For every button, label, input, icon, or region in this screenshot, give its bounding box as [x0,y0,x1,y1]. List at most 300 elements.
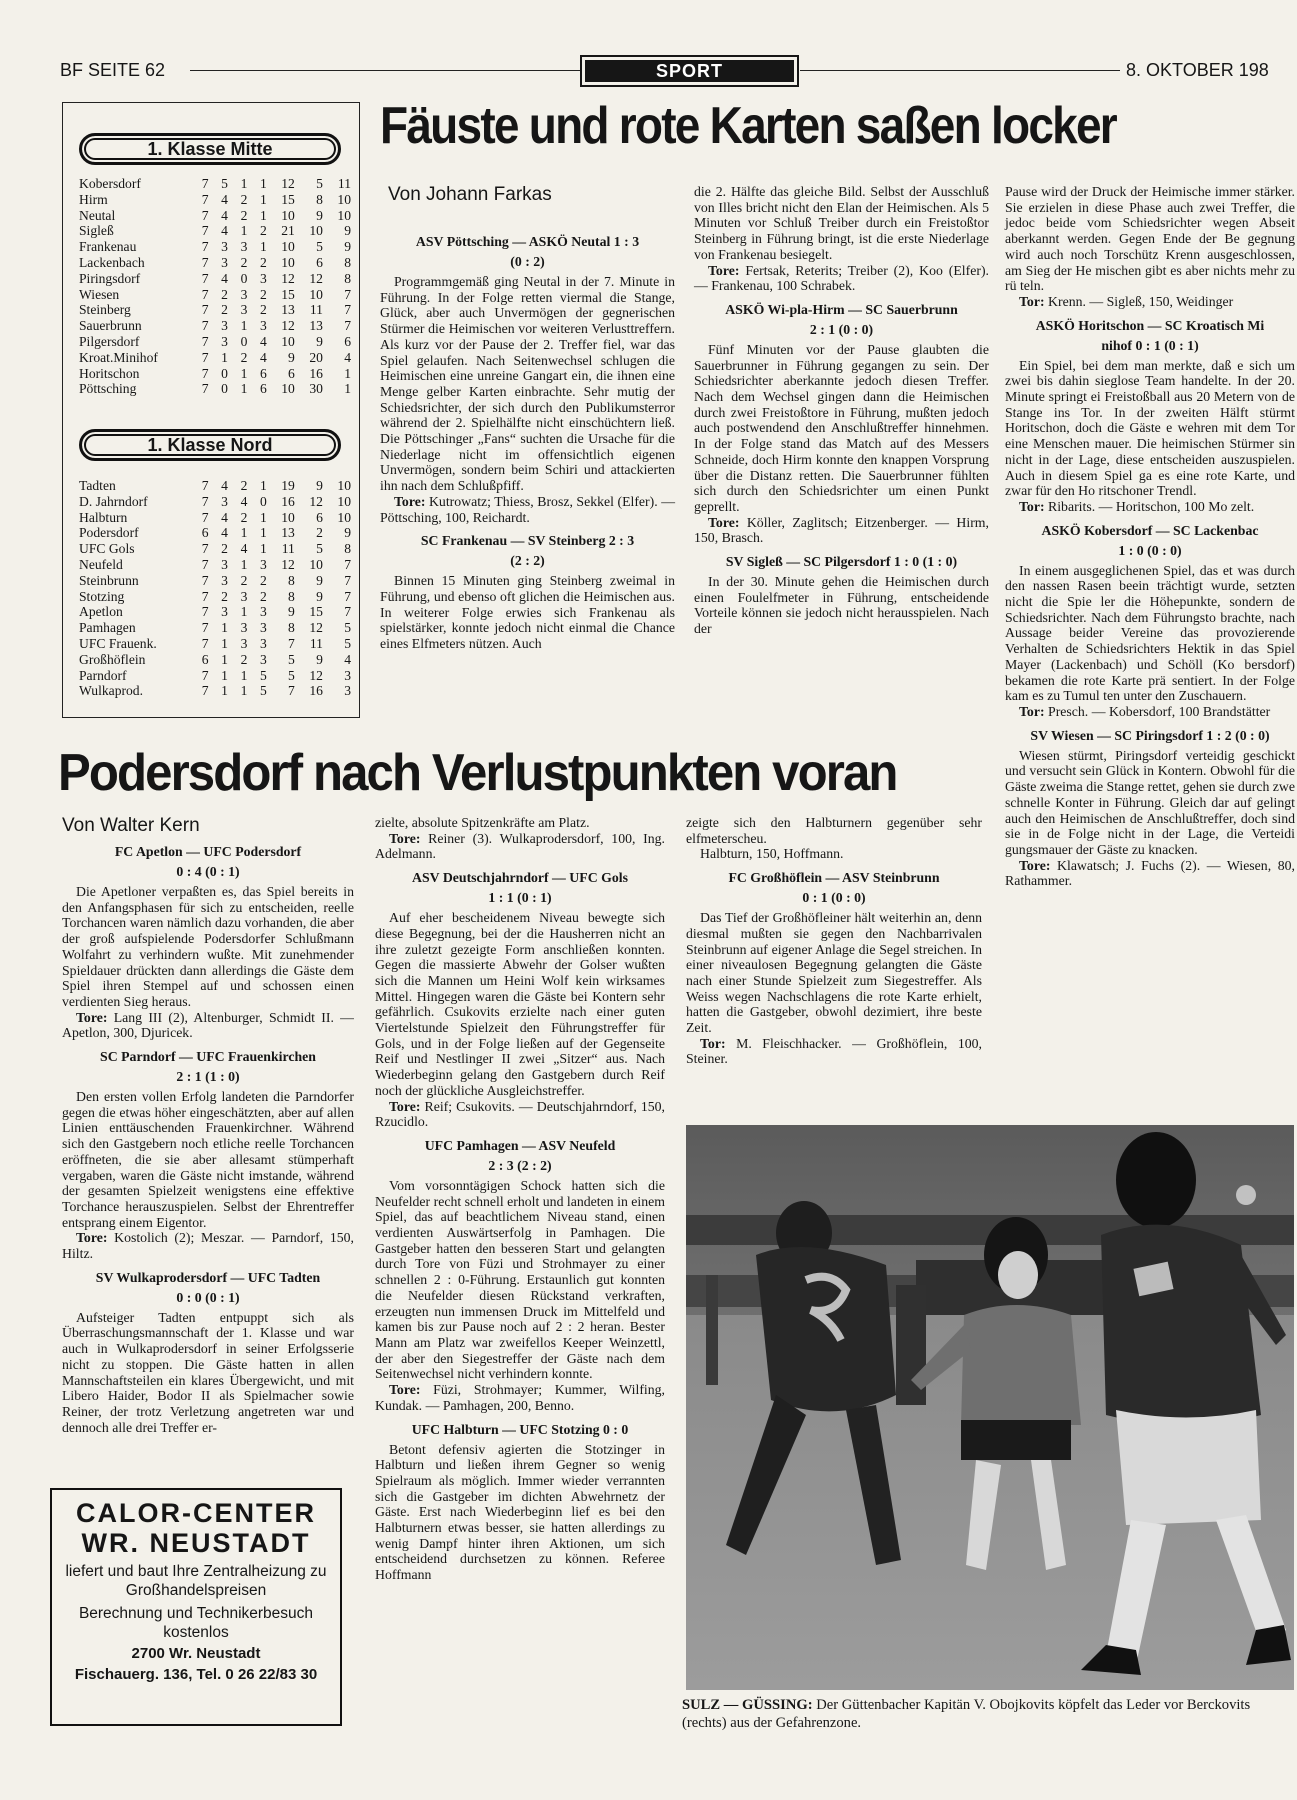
stat-cell: 7 [201,365,209,381]
paragraph: Den ersten vollen Erfolg landeten die Parndorfer gegen die etwas höher eingeschätzten, aber auf allen Linien enttäuschenden Frauenkirchner. Während sich den Gastgebern noch etliche reelle Torchancen eröffneten, die sie aber allesamt stümperhaft vergaben, waren die Gäste nicht imstande, während der gesamten Spielzeit wenigstens eine effektive Torchance herauszuspielen. Selbst der Ehrentreffer entsprang einem Eigentor. [62,1089,354,1230]
table-row [79,255,351,271]
team-name: Pamhagen [79,620,136,636]
stat-cell: 13 [281,525,295,541]
stat-cell: 2 [221,541,228,557]
ad-address: 2700 Wr. Neustadt [131,1645,261,1662]
byline-farkas: Von Johann Farkas [388,184,552,205]
stat-cell: 10 [337,191,351,207]
table-row [79,478,351,494]
stat-cell: 3 [259,604,267,620]
table-row [79,287,351,303]
stat-cell: 4 [221,223,228,239]
game-score: (2 : 2) [510,553,545,569]
standings-table-nord [79,478,351,699]
standings-title-nord: 1. Klasse Nord [79,429,341,461]
stat-cell: 3 [259,556,267,572]
stat-cell: 1 [240,176,248,191]
stat-cell: 3 [221,333,228,349]
stat-cell: 5 [288,667,295,683]
table-row [79,381,351,397]
stat-cell: 1 [240,223,248,239]
stat-cell: 9 [288,349,295,365]
stat-cell: 4 [221,270,228,286]
scorers-label: Tore: [708,262,746,278]
stat-cell: 2 [240,478,248,493]
team-name: Piringsdorf [79,270,141,286]
stat-cell: 5 [221,176,228,191]
standings-table-mitte [79,176,351,397]
stat-cell: 11 [337,176,351,191]
game-heading: UFC Halbturn — UFC Stotzing 0 : 0 [411,1421,629,1437]
stat-cell: 6 [316,254,323,270]
stat-cell: 6 [288,365,295,381]
scorers-line: Tor: Presch. — Kobersdorf, 100 Brandstätter [1019,703,1271,719]
standings-title-mitte: 1. Klasse Mitte [79,133,341,165]
paragraph: Pause wird der Druck der Heimische immer stärker. Sie erzielen in diese Phase auch zwei Treffer, die jedoc beide vom Schiedsrichter wegen Abseit aberkannt werden. Gegen Ende der Be gegnung wird auch noch Torschütz Krenn ausgeschlossen, am Sieg der He mischen gibt es aber nichts mehr zu rü teln. [1005,184,1295,294]
game-score: 1 : 1 (0 : 1) [488,890,552,906]
stat-cell: 9 [344,239,351,255]
stat-cell: 11 [281,541,295,557]
team-name: Podersdorf [79,525,139,541]
stat-cell: 13 [281,302,295,318]
team-name: UFC Frauenk. [79,635,157,651]
stat-cell: 9 [288,604,295,620]
game-heading: FC Apetlon — UFC Podersdorf [114,844,302,859]
ad-title: CALOR-CENTER [76,1498,316,1528]
stat-cell: 2 [221,302,228,318]
scorers-label: Tore: [394,493,429,509]
stat-cell: 3 [344,667,351,683]
stat-cell: 15 [281,191,295,207]
match-photo [686,1125,1294,1690]
stat-cell: 10 [309,556,323,572]
scorers-line: Tore: Lang III (2), Altenburger, Schmidt II. — Apetlon, 300, Djuricek. [62,1009,354,1041]
stat-cell: 7 [201,493,209,509]
stat-cell: 10 [281,239,295,255]
stat-cell: 3 [221,556,228,572]
paragraph: Auf eher bescheidenem Niveau bewegte sich diese Begegnung, bei der die Hausherren nicht an ihre zuletzt gezeigte Form anschließen konnten. Gegen die massierte Abwehr der Golser wußten sich die Mannen um Heini Wolf kein wirksames Mittel. Hingegen waren die Gäste bei Kontern sehr gefährlich. Csukovits erzielte nach einer guten Viertelstunde Spielzeit den Führungstreffer für Gols, und in der Folge ließen auf der Gegenseite Reif und Nestlinger II zwei „Sitzer“ aus. Nach Wiederbeginn gelang den Gastgebern durch Reif noch der glückliche Ausgleichstreffer. [375,910,665,1098]
table-row [79,208,351,224]
game-heading: ASKÖ Wi-pla-Hirm — SC Sauerbrunn [725,301,958,317]
game-heading: UFC Pamhagen — ASV Neufeld [424,1137,616,1153]
scorers-line: Tor: M. Fleischhacker. — Großhöflein, 100, Steiner. [686,1035,982,1067]
team-name: Kroat.Minihof [79,349,158,365]
ad-text-1: liefert und baut Ihre Zentralheizung zu Großhandelspreisen [65,1563,327,1599]
stat-cell: 9 [316,207,323,223]
scorers-label: Tore: [708,514,747,530]
caption-lead: SULZ — GÜSSING: [682,1697,813,1713]
paragraph: zeigte sich den Halbturnern gegenüber sehr elfmeterscheu. [686,815,982,846]
stat-cell: 16 [281,493,295,509]
stat-cell: 7 [344,604,351,620]
stat-cell: 1 [240,365,248,381]
team-name: Sauerbrunn [79,318,142,334]
stat-cell: 7 [201,286,209,302]
table-row [79,510,351,526]
stat-cell: 2 [240,509,248,525]
stat-cell: 7 [201,667,209,683]
stat-cell: 8 [288,572,295,588]
ad-text-2: Berechnung und Technikerbesuch kostenlos [78,1605,314,1641]
stat-cell: 9 [316,651,323,667]
stat-cell: 10 [337,207,351,223]
stat-cell: 9 [316,333,323,349]
stat-cell: 6 [201,525,209,541]
game-score: 0 : 1 (0 : 0) [802,890,866,906]
table-row [79,683,351,699]
table-row [79,525,351,541]
stat-cell: 1 [259,191,267,207]
stat-cell: 3 [240,588,248,604]
team-name: Lackenbach [79,254,145,270]
team-name: Tadten [79,478,116,493]
stat-cell: 10 [337,478,351,493]
stat-cell: 2 [259,286,267,302]
scorers-line: Tore: Klawatsch; J. Fuchs (2). — Wiesen, 80, Rathammer. [1005,857,1295,889]
stat-cell: 15 [281,286,295,302]
table-row [79,620,351,636]
stat-cell: 1 [259,176,267,191]
team-name: Wulkaprod. [79,683,144,699]
game-score: 2 : 3 (2 : 2) [488,1157,552,1173]
stat-cell: 3 [240,635,248,651]
stat-cell: 1 [259,509,267,525]
article1-column-3 [1005,184,1295,889]
stat-cell: 4 [344,349,351,365]
scorers-line: Tore: Kutrowatz; Thiess, Brosz, Sekkel (Elfer). — Pöttsching, 100, Reichardt. [380,493,675,525]
photo-caption [682,1696,1294,1732]
scorers-label: Tor: [700,1035,737,1051]
stat-cell: 1 [240,318,248,334]
stat-cell: 7 [201,333,209,349]
stat-cell: 6 [259,365,267,381]
stat-cell: 2 [240,254,248,270]
stat-cell: 12 [281,318,295,334]
game-heading: SC Parndorf — UFC Frauenkirchen [100,1049,316,1065]
table-row [79,223,351,239]
header-rule-left [190,70,580,71]
stat-cell: 1 [259,239,267,255]
table-row [79,541,351,557]
stat-cell: 10 [281,381,295,397]
stat-cell: 2 [221,286,228,302]
stat-cell: 10 [281,509,295,525]
game-heading: ASKÖ Kobersdorf — SC Lackenbac [1041,522,1259,538]
team-name: Wiesen [79,286,120,302]
team-name: Neutal [79,207,116,223]
stat-cell: 2 [316,525,323,541]
table-row [79,239,351,255]
table-row [79,604,351,620]
stat-cell: 10 [337,493,351,509]
stat-cell: 7 [201,683,209,699]
table-row [79,318,351,334]
calor-center-ad [50,1488,342,1726]
paragraph: Die Apetloner verpaßten es, das Spiel bereits in den Anfangsphasen für sich zu entscheiden, reelle Torchancen waren nämlich dazu vorhanden, die aber der groß aufspielende Podersdorfer Schlußmann Wolfahrt zu verhindern wußte. Mit zunehmender Spieldauer drückten dann allerdings die Gäste dem Spiel ihren Stempel auf und schossen einen verdienten Sieg heraus. [62,884,354,1009]
table-row [79,350,351,366]
stat-cell: 7 [201,318,209,334]
team-name: Frankenau [79,239,137,255]
stat-cell: 9 [316,572,323,588]
game-score: nihof 0 : 1 (0 : 1) [1101,337,1199,353]
stat-cell: 16 [309,683,323,699]
stat-cell: 12 [309,270,323,286]
table-row [79,589,351,605]
stat-cell: 7 [201,556,209,572]
stat-cell: 12 [281,556,295,572]
stat-cell: 6 [201,651,209,667]
stat-cell: 7 [201,270,209,286]
stat-cell: 7 [201,604,209,620]
stat-cell: 2 [240,572,248,588]
stat-cell: 8 [344,254,351,270]
ad-subtitle: WR. NEUSTADT [81,1528,311,1558]
byline-kern: Von Walter Kern [62,815,200,836]
stat-cell: 12 [309,620,323,636]
table-row [79,668,351,684]
stat-cell: 2 [259,254,267,270]
stat-cell: 3 [221,318,228,334]
team-name: Stotzing [79,588,125,604]
stat-cell: 1 [221,349,228,365]
scorers-line: Tore: Köller, Zaglitsch; Eitzenberger. — Hirm, 150, Brasch. [694,514,989,546]
stat-cell: 0 [259,493,267,509]
table-row [79,192,351,208]
stat-cell: 7 [201,191,209,207]
stat-cell: 0 [221,381,228,397]
stat-cell: 8 [288,620,295,636]
stat-cell: 0 [221,365,228,381]
team-name: Kobersdorf [79,176,141,191]
stat-cell: 7 [201,572,209,588]
stat-cell: 1 [344,381,351,397]
stat-cell: 8 [344,541,351,557]
table-row [79,652,351,668]
stat-cell: 7 [201,620,209,636]
game-score: 1 : 0 (0 : 0) [1118,542,1182,558]
stat-cell: 6 [344,333,351,349]
game-heading: SV Wulkaprodersdorf — UFC Tadten [95,1269,321,1285]
scorers-label: Tor: [1019,293,1049,309]
stat-cell: 7 [201,588,209,604]
stat-cell: 7 [201,223,209,239]
stat-cell: 10 [309,223,323,239]
article2-column-2 [375,815,665,1583]
table-row [79,557,351,573]
scorers-label: Tore: [389,830,429,846]
scorers-label: Tore: [76,1009,114,1025]
header-rule-right [800,70,1120,71]
stat-cell: 1 [259,541,267,557]
stat-cell: 15 [309,604,323,620]
team-name: Großhöflein [79,651,146,667]
table-row [79,302,351,318]
stat-cell: 3 [259,620,267,636]
table-row [79,176,351,192]
stat-cell: 7 [201,478,209,493]
stat-cell: 7 [288,635,295,651]
article2-column-3 [686,815,982,1067]
stat-cell: 20 [309,349,323,365]
scorers-label: Tor: [1019,703,1049,719]
stat-cell: 7 [201,349,209,365]
stat-cell: 1 [240,683,248,699]
stat-cell: 4 [221,509,228,525]
paragraph: Ein Spiel, bei dem man merkte, daß e sich um zwei bis dahin sieglose Team handelte. In der 20. Minute springt ei Freistoßball aus 20 Metern von de Stange ins Tor. In der zweiten Hälft stürmt Horitschon, doch die Gäste e wehren mit dem Tor eine Menschen mauer. Die heimischen Stürmer sin nicht in der Lage, diese entscheiden auszuspielen. Auch in diesem Spiel ga es eine rote Karte, und zwar für den Ho ritschoner Trendl. [1005,357,1295,499]
stat-cell: 2 [259,223,267,239]
stat-cell: 5 [316,239,323,255]
table-row [79,334,351,350]
table-row [79,573,351,589]
stat-cell: 1 [259,207,267,223]
stat-cell: 8 [344,270,351,286]
table-row [79,494,351,510]
stat-cell: 3 [344,683,351,699]
stat-cell: 2 [240,207,248,223]
paragraph: Das Tief der Großhöfleiner hält weiterhin an, denn diesmal mußten sie gegen den Nachbarrivalen Steinbrunn auf eigener Anlage die Segel streichen. In einer niveaulosen Begegnung gelangten die Gäste nach einer Stunde Spielzeit zum Siegestreffer. Als Weiss wegen Nachschlagens die rote Karte erhielt, hatten die Gastgeber, obwohl dezimiert, ihre beste Zeit. [686,910,982,1036]
stat-cell: 3 [221,572,228,588]
scorers-label: Tore: [1019,857,1058,873]
stat-cell: 4 [221,525,228,541]
stat-cell: 3 [221,254,228,270]
stat-cell: 2 [259,302,267,318]
stat-cell: 7 [201,541,209,557]
scorers-line: Tor: Ribarits. — Horitschon, 100 Mo zelt. [1019,498,1255,514]
scorers-label: Tore: [389,1382,434,1398]
team-name: Parndorf [79,667,127,683]
team-name: Hirm [79,191,108,207]
stat-cell: 2 [240,651,248,667]
team-name: Horitschon [79,365,140,381]
table-row [79,271,351,287]
paragraph: In einem ausgeglichenen Spiel, das et was durch den nassen Rasen beein trächtigt wurde, setzten nicht die Spie ler die Höhepunkte, sondern de Schiedsrichter. Nach dem Führungsto brachte, nach Aussage beider Vereine das provozierende Verhalten de Schiedsrichters Hektik in das Spiel Mayer (Lackenbach) und Schöll (Ko bersdorf) bekamen die rote Karte prä sentiert. In der Folge kam es zu Tumul ten unter den Zuschauern. [1005,562,1295,704]
stat-cell: 7 [201,509,209,525]
stat-cell: 5 [259,667,267,683]
stat-cell: 12 [309,667,323,683]
stat-cell: 10 [281,207,295,223]
paragraph: Fünf Minuten vor der Pause glaubten die Sauerbrunner in Führung gegangen zu sein. Der Schiedsrichter aberkannte jedoch diesen Treffer. Nach dem Wechsel gingen dann die Heimischen durch zwei Freistoßtore in Führung, mußten jedoch auch postwendend den Anschlußtreffer hinnehmen. In der Folge stand das Match auf des Messers Schneide, doch Hirm konnte den knappen Vorsprung über die Distanz retten. Die Sauerbrunner fühlten sich durch den Schiedsrichter um einen Punkt geprellt. [694,341,989,514]
scorers-line: Tore: Kostolich (2); Meszar. — Parndorf, 150, Hiltz. [62,1230,354,1262]
article1-column-2 [694,184,989,637]
scorers-line: Tore: Reiner (3). Wulkaprodersdorf, 100, Ing. Adelmann. [375,830,665,862]
team-name: D. Jahrndorf [79,493,148,509]
stat-cell: 4 [221,478,228,493]
scorers-line: Tore: Reif; Csukovits. — Deutschjahrndorf, 150, Rzucidlo. [375,1098,665,1130]
stat-cell: 4 [344,651,351,667]
stat-cell: 3 [259,651,267,667]
stat-cell: 3 [221,604,228,620]
headline-faeuste: Fäuste und rote Karten saßen locker [380,97,1116,155]
stat-cell: 3 [240,286,248,302]
standings-box [62,102,360,718]
stat-cell: 7 [344,302,351,318]
stat-cell: 1 [221,683,228,699]
stat-cell: 3 [221,239,228,255]
stat-cell: 1 [240,556,248,572]
paragraph: In der 30. Minute gehen die Heimischen durch einen Foulelfmeter in Führung, entscheidende Vorteile können sie jedoch nicht herausspielen. Nach der [694,574,989,637]
stat-cell: 4 [221,191,228,207]
stat-cell: 0 [240,333,248,349]
article1-column-1 [380,234,675,652]
stat-cell: 3 [240,620,248,636]
stat-cell: 5 [259,683,267,699]
stat-cell: 5 [344,635,351,651]
table-row [79,636,351,652]
stat-cell: 1 [240,525,248,541]
stat-cell: 9 [316,588,323,604]
stat-cell: 1 [221,651,228,667]
paragraph: Programmgemäß ging Neutal in der 7. Minute in Führung. In der Folge retten viermal die Stange, Glück, aber auch Unvermögen der gegnerischen Stürmer die Heimischen vor weiteren Verlusttreffern. Als kurz vor der Pause der 2. Treffer fiel, war das Spiel gelaufen. Nach Seitenwechsel schlugen die Heimischen eine unreine Gangart ein, die ihnen eine Menge gelber Karten einbrachte. Sehr mutig der Schiedsrichter, der sich durch den Publikumsterror während der 2. Spielhälfte nicht einschüchtern ließ. Die Pöttschinger „Fans“ suchten die Ursache für die Niederlage nicht im offensichtlich eigenen Unvermögen, sondern beim Schiri und attackierten ihn nach dem Schlußpfiff. [380,274,675,494]
stat-cell: 10 [309,286,323,302]
stat-cell: 9 [344,223,351,239]
headline-podersdorf: Podersdorf nach Verlustpunkten voran [58,744,897,802]
stat-cell: 10 [281,254,295,270]
scorers-line: Tore: Füzi, Strohmayer; Kummer, Wilfing, Kundak. — Pamhagen, 200, Benno. [375,1382,665,1413]
stat-cell: 3 [240,239,248,255]
stat-cell: 2 [259,572,267,588]
stat-cell: 12 [281,176,295,191]
stat-cell: 7 [201,207,209,223]
paragraph: die 2. Hälfte das gleiche Bild. Selbst der Ausschluß von Illes bricht nicht den Elan der Heimischen. Als 5 Minuten vor Schluß Treiber durch ein Freistoßtor Steinberg in Führung bringt, ist die erste Niederlage von Frankenau besiegelt. [694,184,989,262]
stat-cell: 5 [344,620,351,636]
ad-phone: Fischauerg. 136, Tel. 0 26 22/83 30 [74,1666,318,1683]
stat-cell: 7 [201,635,209,651]
stat-cell: 4 [221,207,228,223]
stat-cell: 1 [259,478,267,493]
paragraph: zielte, absolute Spitzenkräfte am Platz. [375,815,590,830]
table-row [79,366,351,382]
game-score: 2 : 1 (0 : 0) [809,321,874,337]
stat-cell: 5 [288,651,295,667]
stat-cell: 16 [309,365,323,381]
paragraph: Wiesen stürmt, Piringsdorf verteidig geschickt und versucht sein Glück in Kontern. Obwohl für die Gäste zweima die Stange rettet, gehen sie durch zwe schnelle Konter in Führung. Gleich dar auf gelingt auch den Heimischen de Anschlußtreffer, doch sind sie in de Folge nicht in der Lage, die Verteidi gungsmauer der Gäste zu knacken. [1005,747,1295,857]
game-heading: SC Frankenau — SV Steinberg 2 : 3 [420,533,635,549]
article2-column-1 [62,844,354,1435]
team-name: Halbturn [79,509,128,525]
stat-cell: 0 [240,270,248,286]
stat-cell: 7 [201,302,209,318]
stat-cell: 10 [281,333,295,349]
team-name: Steinbrunn [79,572,139,588]
stat-cell: 1 [221,620,228,636]
football-players-image [686,1125,1294,1690]
stat-cell: 7 [201,176,209,191]
team-name: UFC Gols [79,541,135,557]
scorers-label: Tore: [76,1230,115,1246]
stat-cell: 3 [240,302,248,318]
team-name: Sigleß [79,223,114,239]
stat-cell: 13 [309,318,323,334]
game-heading: SV Wiesen — SC Piringsdorf 1 : 2 (0 : 0) [1030,727,1270,743]
stat-cell: 1 [221,667,228,683]
stat-cell: 2 [240,349,248,365]
stat-cell: 7 [201,254,209,270]
stat-cell: 1 [344,365,351,381]
stat-cell: 4 [259,333,267,349]
game-heading: SV Sigleß — SC Pilgersdorf 1 : 0 (1 : 0) [725,554,958,570]
game-heading: ASV Pöttsching — ASKÖ Neutal 1 : 3 [415,234,640,249]
stat-cell: 3 [221,493,228,509]
stat-cell: 6 [316,509,323,525]
paragraph: Binnen 15 Minuten ging Steinberg zweimal in Führung, und ebenso oft glichen die Heimischen aus. In weiterer Folge erwies sich Frankenau als spielstärker, konnte jedoch nicht einmal die Chance eines Elfmeters nützen. Auch [380,573,675,652]
stat-cell: 9 [316,478,323,493]
paragraph: Halbturn, 150, Hoffmann. [700,846,844,862]
team-name: Apetlon [79,604,123,620]
stat-cell: 1 [240,381,248,397]
scorers-line: Tore: Fertsak, Reterits; Treiber (2), Koo (Elfer). — Frankenau, 100 Schrabek. [694,262,989,294]
team-name: Pöttsching [79,381,137,397]
stat-cell: 3 [259,318,267,334]
